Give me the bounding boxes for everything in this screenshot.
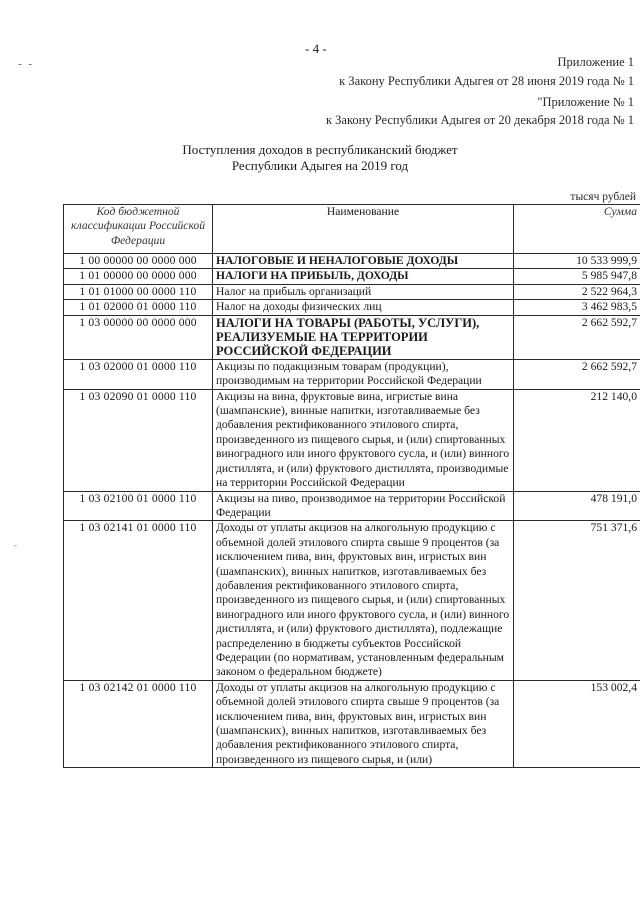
table-row: [64, 359, 640, 389]
table-row: [64, 389, 640, 491]
row-amount: 751 371,6: [514, 521, 640, 680]
row-amount: 2 522 964,3: [514, 284, 640, 299]
row-name: НАЛОГИ НА ПРИБЫЛЬ, ДОХОДЫ: [213, 269, 514, 284]
units-label: тысяч рублей: [570, 191, 636, 203]
table-header-row: [64, 205, 640, 254]
table-row: [64, 284, 640, 299]
table-row: [64, 491, 640, 521]
row-name: Акцизы на вина, фруктовые вина, игристые вина (шампанские), винные напитки, изготавливаемые без добавления ректификованного этилового спирта, произведенного из пищевого сырья, и (или) спиртованных виноградного или иного фруктового сусла, и (или) винного дистиллята, и (или) фруктового дистиллята, производимые на территории Российской Федерации: [213, 389, 514, 491]
row-amount: 2 662 592,7: [514, 315, 640, 359]
row-name: Доходы от уплаты акцизов на алкогольную продукцию с объемной долей этилового спирта свыше 9 процентов (за исключением пива, вин, фруктовых вин, игристых вин (шампанских), винных напитков, изготавливаемых без добавления ректификованного этилового спирта, произведенного из пищевого сырья, и (или): [213, 680, 514, 767]
table-row: [64, 680, 640, 767]
appendix-line-1: Приложение 1: [557, 55, 634, 69]
row-code: 1 03 02142 01 0000 110: [64, 680, 213, 767]
appendix-line-3: "Приложение № 1: [537, 95, 634, 109]
row-name: Налог на прибыль организаций: [213, 284, 514, 299]
row-code: 1 01 01000 00 0000 110: [64, 284, 213, 299]
table-row: [64, 300, 640, 315]
row-code: 1 01 02000 01 0000 110: [64, 300, 213, 315]
row-amount: 212 140,0: [514, 389, 640, 491]
page-number: - 4 -: [305, 41, 327, 56]
row-amount: 153 002,4: [514, 680, 640, 767]
row-code: 1 03 02141 01 0000 110: [64, 521, 213, 680]
header-code: Код бюджетной классификации Российской Федерации: [64, 205, 213, 254]
row-name: НАЛОГОВЫЕ И НЕНАЛОГОВЫЕ ДОХОДЫ: [213, 254, 514, 269]
row-name: Доходы от уплаты акцизов на алкогольную продукцию с объемной долей этилового спирта свыше 9 процентов (за исключением пива, вин, фруктовых вин, игристых вин (шампанских), винных напитков, изготавливаемых без добавления ректификованного этилового спирта, произведенного из пищевого сырья, и (или) спиртованных виноградного или иного фруктового сусла, и (или) винного дистиллята, и (или) фруктового дистиллята), подлежащие распределению в бюджеты субъектов Российской Федерации (по нормативам, установленным федеральным законом о федеральном бюджете): [213, 521, 514, 680]
row-amount: 2 662 592,7: [514, 359, 640, 389]
table-row: [64, 269, 640, 284]
row-amount: 5 985 947,8: [514, 269, 640, 284]
table-row: [64, 521, 640, 680]
appendix-line-2: к Закону Республики Адыгея от 28 июня 2019 года № 1: [339, 74, 634, 88]
row-code: 1 03 02090 01 0000 110: [64, 389, 213, 491]
row-name: НАЛОГИ НА ТОВАРЫ (РАБОТЫ, УСЛУГИ), РЕАЛИЗУЕМЫЕ НА ТЕРРИТОРИИ РОССИЙСКОЙ ФЕДЕРАЦИИ: [213, 315, 514, 359]
row-code: 1 03 02100 01 0000 110: [64, 491, 213, 521]
row-code: 1 01 00000 00 0000 000: [64, 269, 213, 284]
revenue-table: [63, 204, 640, 768]
document-title-line-2: Республики Адыгея на 2019 год: [231, 158, 409, 173]
row-code: 1 03 02000 01 0000 110: [64, 359, 213, 389]
table-row: [64, 315, 640, 359]
row-code: 1 00 00000 00 0000 000: [64, 254, 213, 269]
header-sum: Сумма: [514, 205, 640, 254]
row-code: 1 03 00000 00 0000 000: [64, 315, 213, 359]
row-amount: 478 191,0: [514, 491, 640, 521]
row-name: Акцизы по подакцизным товарам (продукции), производимым на территории Российской Федерации: [213, 359, 514, 389]
corner-mark: - -: [18, 58, 35, 70]
table-row: [64, 254, 640, 269]
row-amount: 3 462 983,5: [514, 300, 640, 315]
header-name: Наименование: [213, 205, 514, 254]
appendix-line-4: к Закону Республики Адыгея от 20 декабря 2018 года № 1: [325, 113, 634, 127]
row-amount: 10 533 999,9: [514, 254, 640, 269]
row-name: Налог на доходы физических лиц: [213, 300, 514, 315]
row-name: Акцизы на пиво, производимое на территории Российской Федерации: [213, 491, 514, 521]
document-title-line-1: Поступления доходов в республиканский бюджет: [182, 142, 458, 157]
side-mark: -: [14, 540, 17, 550]
